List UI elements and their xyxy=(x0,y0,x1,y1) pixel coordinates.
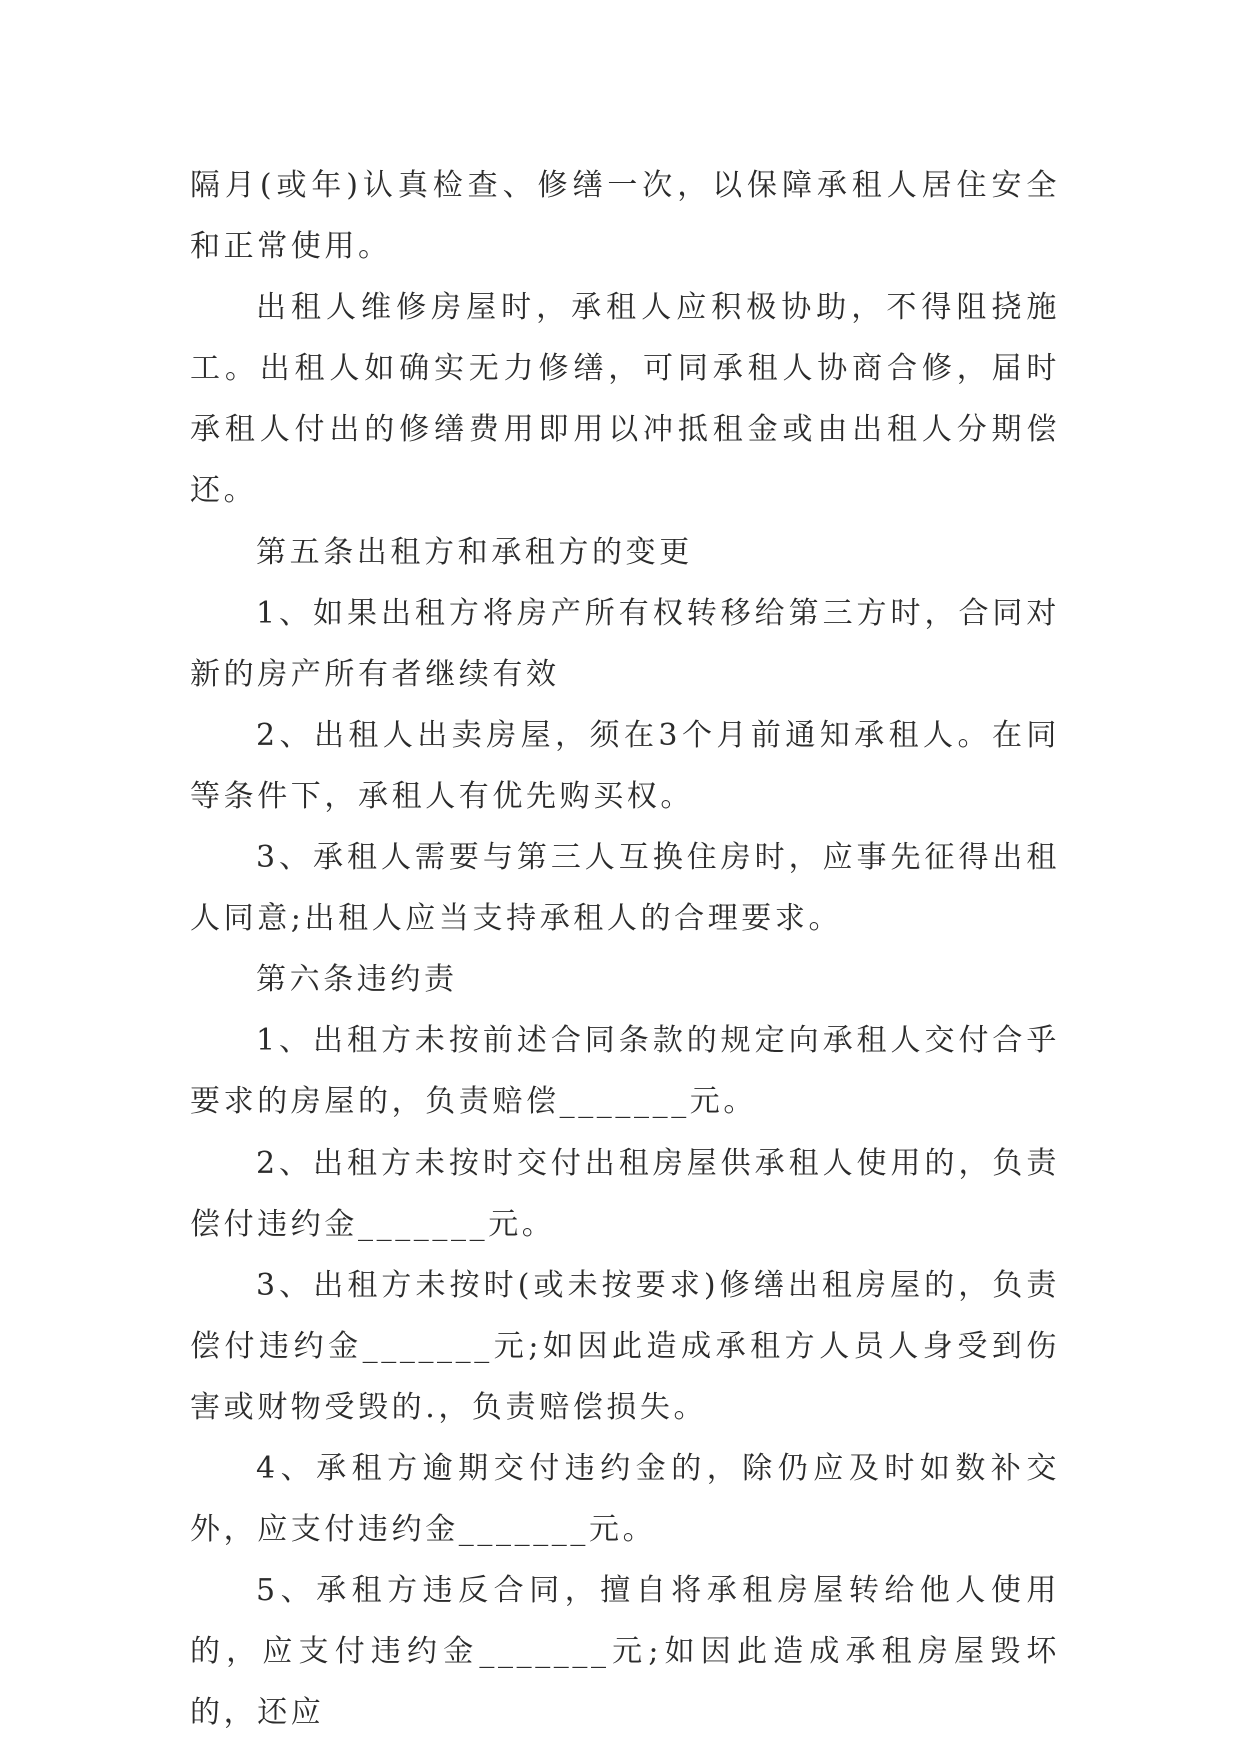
article-6-heading: 第六条违约责 xyxy=(256,962,458,998)
paragraph-repair-cooperation: 出租人维修房屋时，承租人应积极协助，不得阻挠施工。出租人如确实无力修缮，可同承租人协商合修，届时承租人付出的修缮费用即用以冲抵租金或由出租人分期偿还。 xyxy=(190,290,1060,509)
article-6-clause-5: 5、承租方违反合同，擅自将承租房屋转给他人使用的，应支付违约金_______元;如因此造成承租房屋毁坏的，还应 xyxy=(190,1573,1060,1731)
article-5-clause-1: 1、如果出租方将房产所有权转移给第三方时，合同对新的房产所有者继续有效 xyxy=(190,595,1060,692)
article-6-clause-1: 1、出租方未按前述合同条款的规定向承租人交付合乎要求的房屋的，负责赔偿_______元。 xyxy=(190,1023,1060,1120)
paragraph-inspection-continued: 隔月(或年)认真检查、修缮一次，以保障承租人居住安全和正常使用。 xyxy=(190,168,1060,265)
article-5-clause-2: 2、出租人出卖房屋，须在3个月前通知承租人。在同等条件下，承租人有优先购买权。 xyxy=(190,717,1060,814)
document-body xyxy=(190,155,1060,1743)
article-6-clause-2: 2、出租方未按时交付出租房屋供承租人使用的，负责偿付违约金_______元。 xyxy=(190,1145,1060,1242)
article-6-clause-4: 4、承租方逾期交付违约金的，除仍应及时如数补交外，应支付违约金_______元。 xyxy=(190,1450,1060,1548)
article-5-heading: 第五条出租方和承租方的变更 xyxy=(256,534,693,570)
article-6-clause-3: 3、出租方未按时(或未按要求)修缮出租房屋的，负责偿付违约金_______元;如因此造成承租方人员人身受到伤害或财物受毁的.，负责赔偿损失。 xyxy=(190,1267,1060,1425)
article-5-clause-3: 3、承租人需要与第三人互换住房时，应事先征得出租人同意;出租人应当支持承租人的合理要求。 xyxy=(190,840,1060,937)
